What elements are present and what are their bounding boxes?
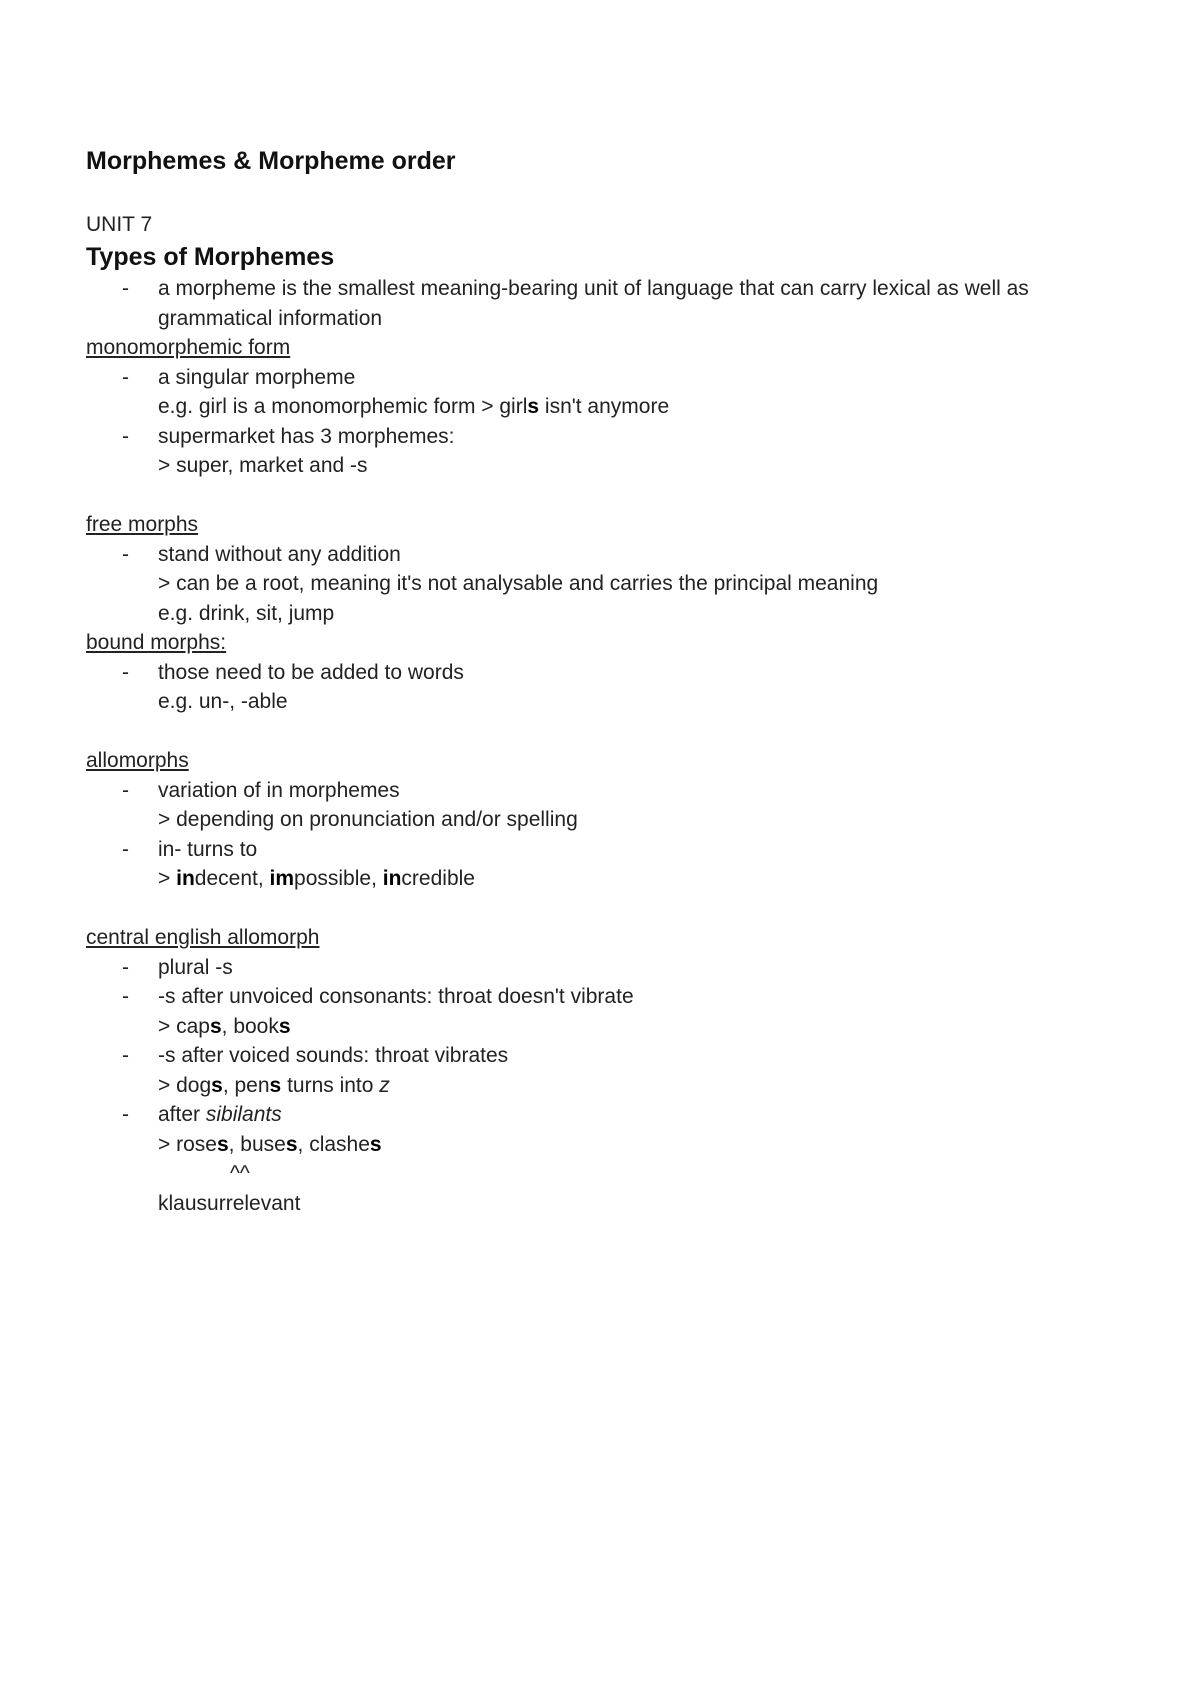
text-run: isn't anymore [539, 395, 670, 418]
bullet-text: a morpheme is the smallest meaning-bearing unit of language that can carry lexical as well as [158, 277, 1029, 300]
bullet-example [158, 1071, 1116, 1101]
section-heading: Types of Morphemes [86, 243, 335, 271]
italic-run: z [379, 1073, 390, 1097]
bullet-text: -s after unvoiced consonants: throat doesn't vibrate [158, 985, 634, 1008]
bullet-text: e.g. drink, sit, jump [158, 601, 335, 625]
bullet-dash: - [122, 542, 129, 566]
bold-run: s [211, 1073, 223, 1097]
bullet-example [158, 1012, 1116, 1042]
spacer [86, 894, 1116, 924]
bullet-dash: - [122, 837, 129, 861]
bullet-example [158, 1130, 1116, 1160]
text-run: , clashe [297, 1132, 370, 1156]
bold-run: s [285, 1132, 298, 1156]
text-run: , pen [222, 1073, 270, 1097]
bullet-text: variation of in morphemes [158, 778, 400, 802]
subheading-central-english-allomorph: central english allomorph [86, 926, 320, 949]
bold-run: s [269, 1073, 282, 1097]
subheading-allomorphs: allomorphs [86, 749, 189, 772]
bullet-text: those need to be added to words [158, 660, 464, 684]
allo-bullet-1 [86, 776, 1116, 835]
mono-bullet-1 [86, 363, 1116, 422]
central-bullet-4 [86, 1100, 1116, 1218]
text-run: decent, [194, 867, 270, 890]
bullet-text: in- turns to [158, 837, 258, 861]
central-bullet-1 [86, 953, 1116, 983]
italic-run: sibilants [205, 1103, 282, 1126]
bold-run: s [278, 1014, 291, 1038]
label-text: bound morphs [86, 631, 221, 654]
unit-label: UNIT 7 [86, 213, 153, 236]
bullet-dash: - [122, 365, 129, 389]
document-page [86, 142, 1116, 1218]
bold-run: in [382, 867, 402, 890]
bullet-text: grammatical information [158, 306, 383, 330]
bullet-text: > super, market and -s [158, 454, 368, 477]
text-run: after [158, 1103, 206, 1126]
bold-run: s [527, 395, 540, 418]
bold-run: s [369, 1132, 382, 1156]
bullet-text: e.g. un-, -able [158, 690, 288, 713]
annotation-note: klausurrelevant [158, 1191, 301, 1215]
mono-bullet-2 [86, 422, 1116, 481]
text-run: > [158, 867, 177, 890]
bullet-dash: - [122, 277, 129, 300]
text-run: possible, [294, 867, 383, 890]
bullet-text [158, 1100, 1116, 1130]
text-run: , book [221, 1014, 279, 1038]
bullet-text: supermarket has 3 morphemes: [158, 424, 455, 448]
bullet-text: > depending on pronunciation and/or spelling [158, 808, 578, 831]
bullet-text: stand without any addition [158, 542, 401, 566]
bullet-text: a singular morpheme [158, 365, 356, 389]
bullet-example [158, 392, 1116, 422]
bullet-dash: - [122, 424, 129, 448]
spacer [86, 481, 1116, 511]
central-bullet-2 [86, 982, 1116, 1041]
bound-bullet-1 [86, 658, 1116, 717]
bold-run: s [209, 1014, 222, 1038]
label-colon: : [220, 631, 227, 654]
spacer [86, 717, 1116, 747]
bullet-example [158, 864, 1116, 894]
bold-run: s [216, 1132, 229, 1156]
subheading-bound-morphs [86, 628, 1116, 658]
subheading-free-morphs: free morphs [86, 513, 199, 536]
text-run: > rose [158, 1132, 217, 1156]
text-run: > dog [158, 1073, 212, 1097]
bullet-dash: - [122, 1103, 129, 1126]
bullet-dash: - [122, 660, 129, 684]
text-run: , buse [228, 1132, 286, 1156]
subheading-monomorphemic: monomorphemic form [86, 336, 291, 359]
bullet-text: -s after voiced sounds: throat vibrates [158, 1044, 509, 1067]
bullet-text: plural -s [158, 955, 233, 979]
allo-bullet-2 [86, 835, 1116, 894]
bold-run: in [176, 867, 195, 890]
free-bullet-1 [86, 540, 1116, 629]
document-title: Morphemes & Morpheme order [86, 147, 456, 175]
text-run: > cap [158, 1014, 210, 1038]
bullet-dash: - [122, 1044, 129, 1067]
text-run: credible [401, 867, 475, 890]
caret-marker: ^^ [230, 1162, 250, 1185]
bullet-dash: - [122, 778, 129, 802]
bold-run: im [269, 867, 295, 890]
text-run: turns into [281, 1073, 380, 1097]
intro-bullet [86, 274, 1116, 333]
bullet-dash: - [122, 985, 129, 1008]
text-run: e.g. girl is a monomorphemic form > girl [158, 395, 528, 418]
spacer [86, 180, 1116, 210]
central-bullet-3 [86, 1041, 1116, 1100]
bullet-text: > can be a root, meaning it's not analysable and carries the principal meaning [158, 572, 879, 595]
bullet-dash: - [122, 955, 129, 979]
